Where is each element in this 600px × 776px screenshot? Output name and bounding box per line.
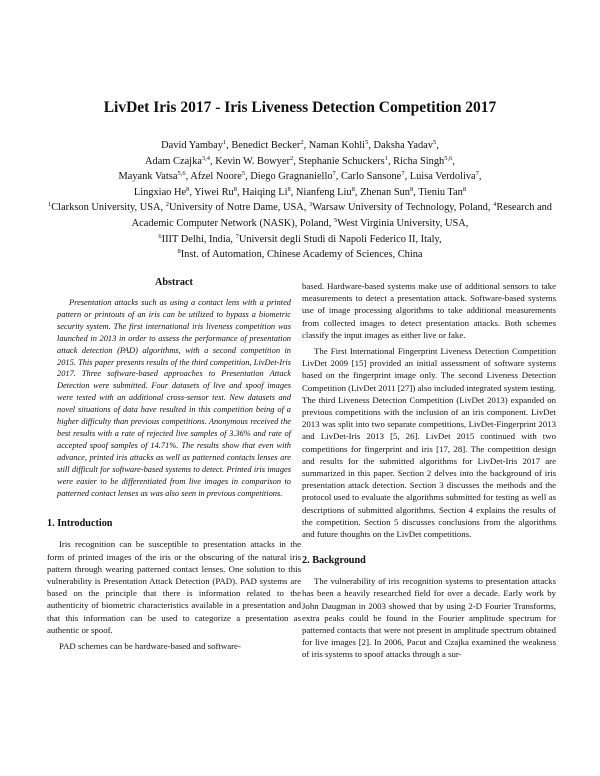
author-affil-sup: 8 <box>233 185 237 193</box>
affiliation-sup: 4 <box>493 201 497 209</box>
affiliation-sup: 6 <box>158 232 162 240</box>
author-name: David Yambay <box>161 140 223 151</box>
affiliation-sup: 8 <box>177 248 181 256</box>
author-affil-sup: 5 <box>241 170 246 178</box>
affiliation: Universit degli Studi di Napoli Federico II, Italy, <box>238 233 442 245</box>
author-affil-sup: 5,6 <box>177 170 186 178</box>
affiliation: Clarkson University, USA, <box>51 202 164 214</box>
affiliation-sup: 5 <box>333 216 338 224</box>
body-paragraph: Iris recognition can be susceptible to presentation attacks in the form of printed images of the iris or the obscuring of the natural iris pattern through wearing patterned contact lenses. One solution to this vulnerability is Presentation Attack Detection (PAD). PAD systems are based on the principle that there is information related to the authenticity of biometric characteristics available in a presentation and that this information can be used to categorize a presentation as authentic or spoof. <box>47 539 301 635</box>
author-name: Kevin W. Bowyer <box>215 155 290 167</box>
author-name: Daksha Yadav <box>373 140 433 151</box>
author-name: Stephanie Schuckers <box>298 155 385 167</box>
author-line: Lingxiao He$^8$, Yiwei Ru$^8$, Haiqing Li$^8$, Nianfeng Liu$^8$, Zhenan Sun$^8$, Tieniu Tan$^8$ <box>133 185 467 198</box>
author-affil-sup: 8 <box>462 185 467 193</box>
author-affil-sup: 1 <box>222 139 227 146</box>
body-paragraph: based. Hardware-based systems make use of additional sensors to take measurements to detect a presentation attack. Software-based systems use of image processing algorithms to take additional measurements from collected images to detect presentation attacks. Both schemes classify the input images as either live or fake. <box>302 281 556 340</box>
author-block <box>40 138 560 263</box>
affiliation-line <box>40 232 560 248</box>
author-line: Mayank Vatsa$^{5,6}$, Afzel Noore$^5$, Diego Gragnaniello$^7$, Carlo Sansone$^7$, Luisa Verdoliva$^7$, <box>118 170 482 183</box>
author-affil-sup: 8 <box>410 185 414 193</box>
author-name: Carlo Sansone <box>340 171 402 183</box>
author-affil-sup: 5 <box>365 139 369 146</box>
author-affil-sup: 3,4 <box>201 154 210 162</box>
author-affil-sup: 7 <box>475 170 479 178</box>
left-column <box>47 276 301 652</box>
author-affil-sup: 8 <box>351 185 355 193</box>
affiliation-sup: 7 <box>235 232 239 240</box>
body-paragraph: The vulnerability of iris recognition systems to presentation attacks has been a heavily researched field for over a decade. Early work by John Daugman in 2003 showed that by using 2-D Fourier Transforms, extra peaks could be found in the Fourier amplitude spectrum for patterned contacts that were not present in amplitude spectrum obtained for live images [2]. In 2006, Pacut and Czajka examined the weakness of iris systems to spoof attacks through a sur- <box>302 576 556 660</box>
right-column <box>302 280 556 661</box>
author-name: Zhenan Sun <box>360 186 410 198</box>
author-name: Diego Gragnaniello <box>250 171 333 183</box>
author-name: Yiwei Ru <box>194 186 234 198</box>
affiliation: IIIT Delhi, India, <box>161 233 233 245</box>
author-line: David Yambay$^1$, Benedict Becker$^2$, Naman Kohli$^5$, Daksha Yadav$^5$, <box>161 139 439 151</box>
affiliation: Research and Academic Computer Network (NASK), Poland, <box>131 202 552 229</box>
author-name: Richa Singh <box>393 155 445 167</box>
affiliation-line <box>40 247 560 263</box>
author-name: Mayank Vatsa <box>118 171 178 183</box>
section-heading-introduction: 1. Introduction <box>47 518 113 530</box>
affiliation-sup: 3 <box>308 201 313 209</box>
affiliation: University of Notre Dame, USA, <box>169 202 307 214</box>
paper-title: LivDet Iris 2017 - Iris Liveness Detection Competition 2017 <box>103 99 497 116</box>
affiliation-line <box>40 200 560 231</box>
author-affil-sup: 1 <box>384 154 388 162</box>
abstract-heading: Abstract <box>155 277 193 288</box>
author-name: Naman Kohli <box>308 140 366 151</box>
author-affil-sup: 7 <box>332 170 336 178</box>
author-name: Haiqing Li <box>242 186 288 198</box>
author-affil-sup: 2 <box>300 139 304 146</box>
author-name: Benedict Becker <box>231 140 301 151</box>
author-line: Adam Czajka$^{3,4}$, Kevin W. Bowyer$^2$, Stephanie Schuckers$^1$, Richa Singh$^{5,6}$, <box>145 154 455 167</box>
body-paragraph: The First International Fingerprint Liveness Detection Competition LivDet 2009 [15] provided an initial assessment of software systems based on the fingerprint image only. The second Liveness Detection Competition (LivDet 2011 [27]) also included integrated system testing. The third Liveness Detection Competition (LivDet 2013) expanded on previous competitions with the inclusion of an iris component. LivDet 2013 was split into two separate competitions, LivDet-Fingerprint 2013 and LivDet-Iris 2013 [5, 26]. LivDet 2015 continued with two competitions for fingerprint and iris [17, 28]. The competition design and results for the submitted algorithms for LivDet-Iris 2017 are summarized in this paper. Section 2 delves into the background of iris presentation attack detection. Section 3 discusses the methods and the protocol used to evaluate the algorithms submitted for testing as well as descriptions of submitted algorithms. Section 4 explains the results of the competition. Section 5 discusses conclusions from the algorithms and future thoughts on the LivDet competitions. <box>302 346 557 540</box>
author-affil-sup: 8 <box>186 185 190 193</box>
affiliation: Warsaw University of Technology, Poland, <box>312 202 491 214</box>
author-name: Tieniu Tan <box>418 186 463 198</box>
affiliation: West Virginia University, USA, <box>337 217 469 229</box>
author-name: Afzel Noore <box>190 171 242 183</box>
author-name: Luisa Verdoliva <box>409 171 476 183</box>
section-heading-background: 2. Background <box>302 555 366 567</box>
author-affil-sup: 7 <box>401 170 405 178</box>
author-affil-sup: 2 <box>289 154 294 162</box>
author-name: Nianfeng Liu <box>295 186 352 198</box>
author-affil-sup: 5 <box>432 139 437 146</box>
affiliation: Inst. of Automation, Chinese Academy of Sciences, China <box>180 249 423 261</box>
affiliation-sup: 1 <box>48 201 52 209</box>
abstract-text: Presentation attacks such as using a contact lens with a printed pattern or printouts of an iris can be utilized to bypass a biometric security system. The first international iris liveness competition was launched in 2013 in order to assess the performance of presentation attack detection (PAD) algorithms, with a second competition in 2015. This paper presents results of the third competition, LivDet-Iris 2017. Three software-based approaches to Presentation Attack Detection were submitted. Four datasets of live and spoof images were tested with an additional cross-sensor test. New datasets and novel situations of data have resulted in this competition being of a higher difficulty than previous competitions. Anonymous received the best results with a rate of rejected live samples of 3.36% and rate of accepted spoof samples of 14.71%. The results show that even with advance, printed iris attacks as well as patterned contacts lenses are still difficult for software-based systems to detect. Printed iris images were easier to be differentiated from live images in comparison to patterned contact lenses as was also seen in previous competitions. <box>57 298 291 498</box>
author-affil-sup: 5,6 <box>444 154 453 162</box>
body-paragraph: PAD schemes can be hardware-based and software- <box>59 641 241 652</box>
author-name: Lingxiao He <box>133 186 187 198</box>
affiliation-sup: 2 <box>165 201 169 209</box>
author-affil-sup: 8 <box>287 185 291 193</box>
author-name: Adam Czajka <box>145 155 202 167</box>
